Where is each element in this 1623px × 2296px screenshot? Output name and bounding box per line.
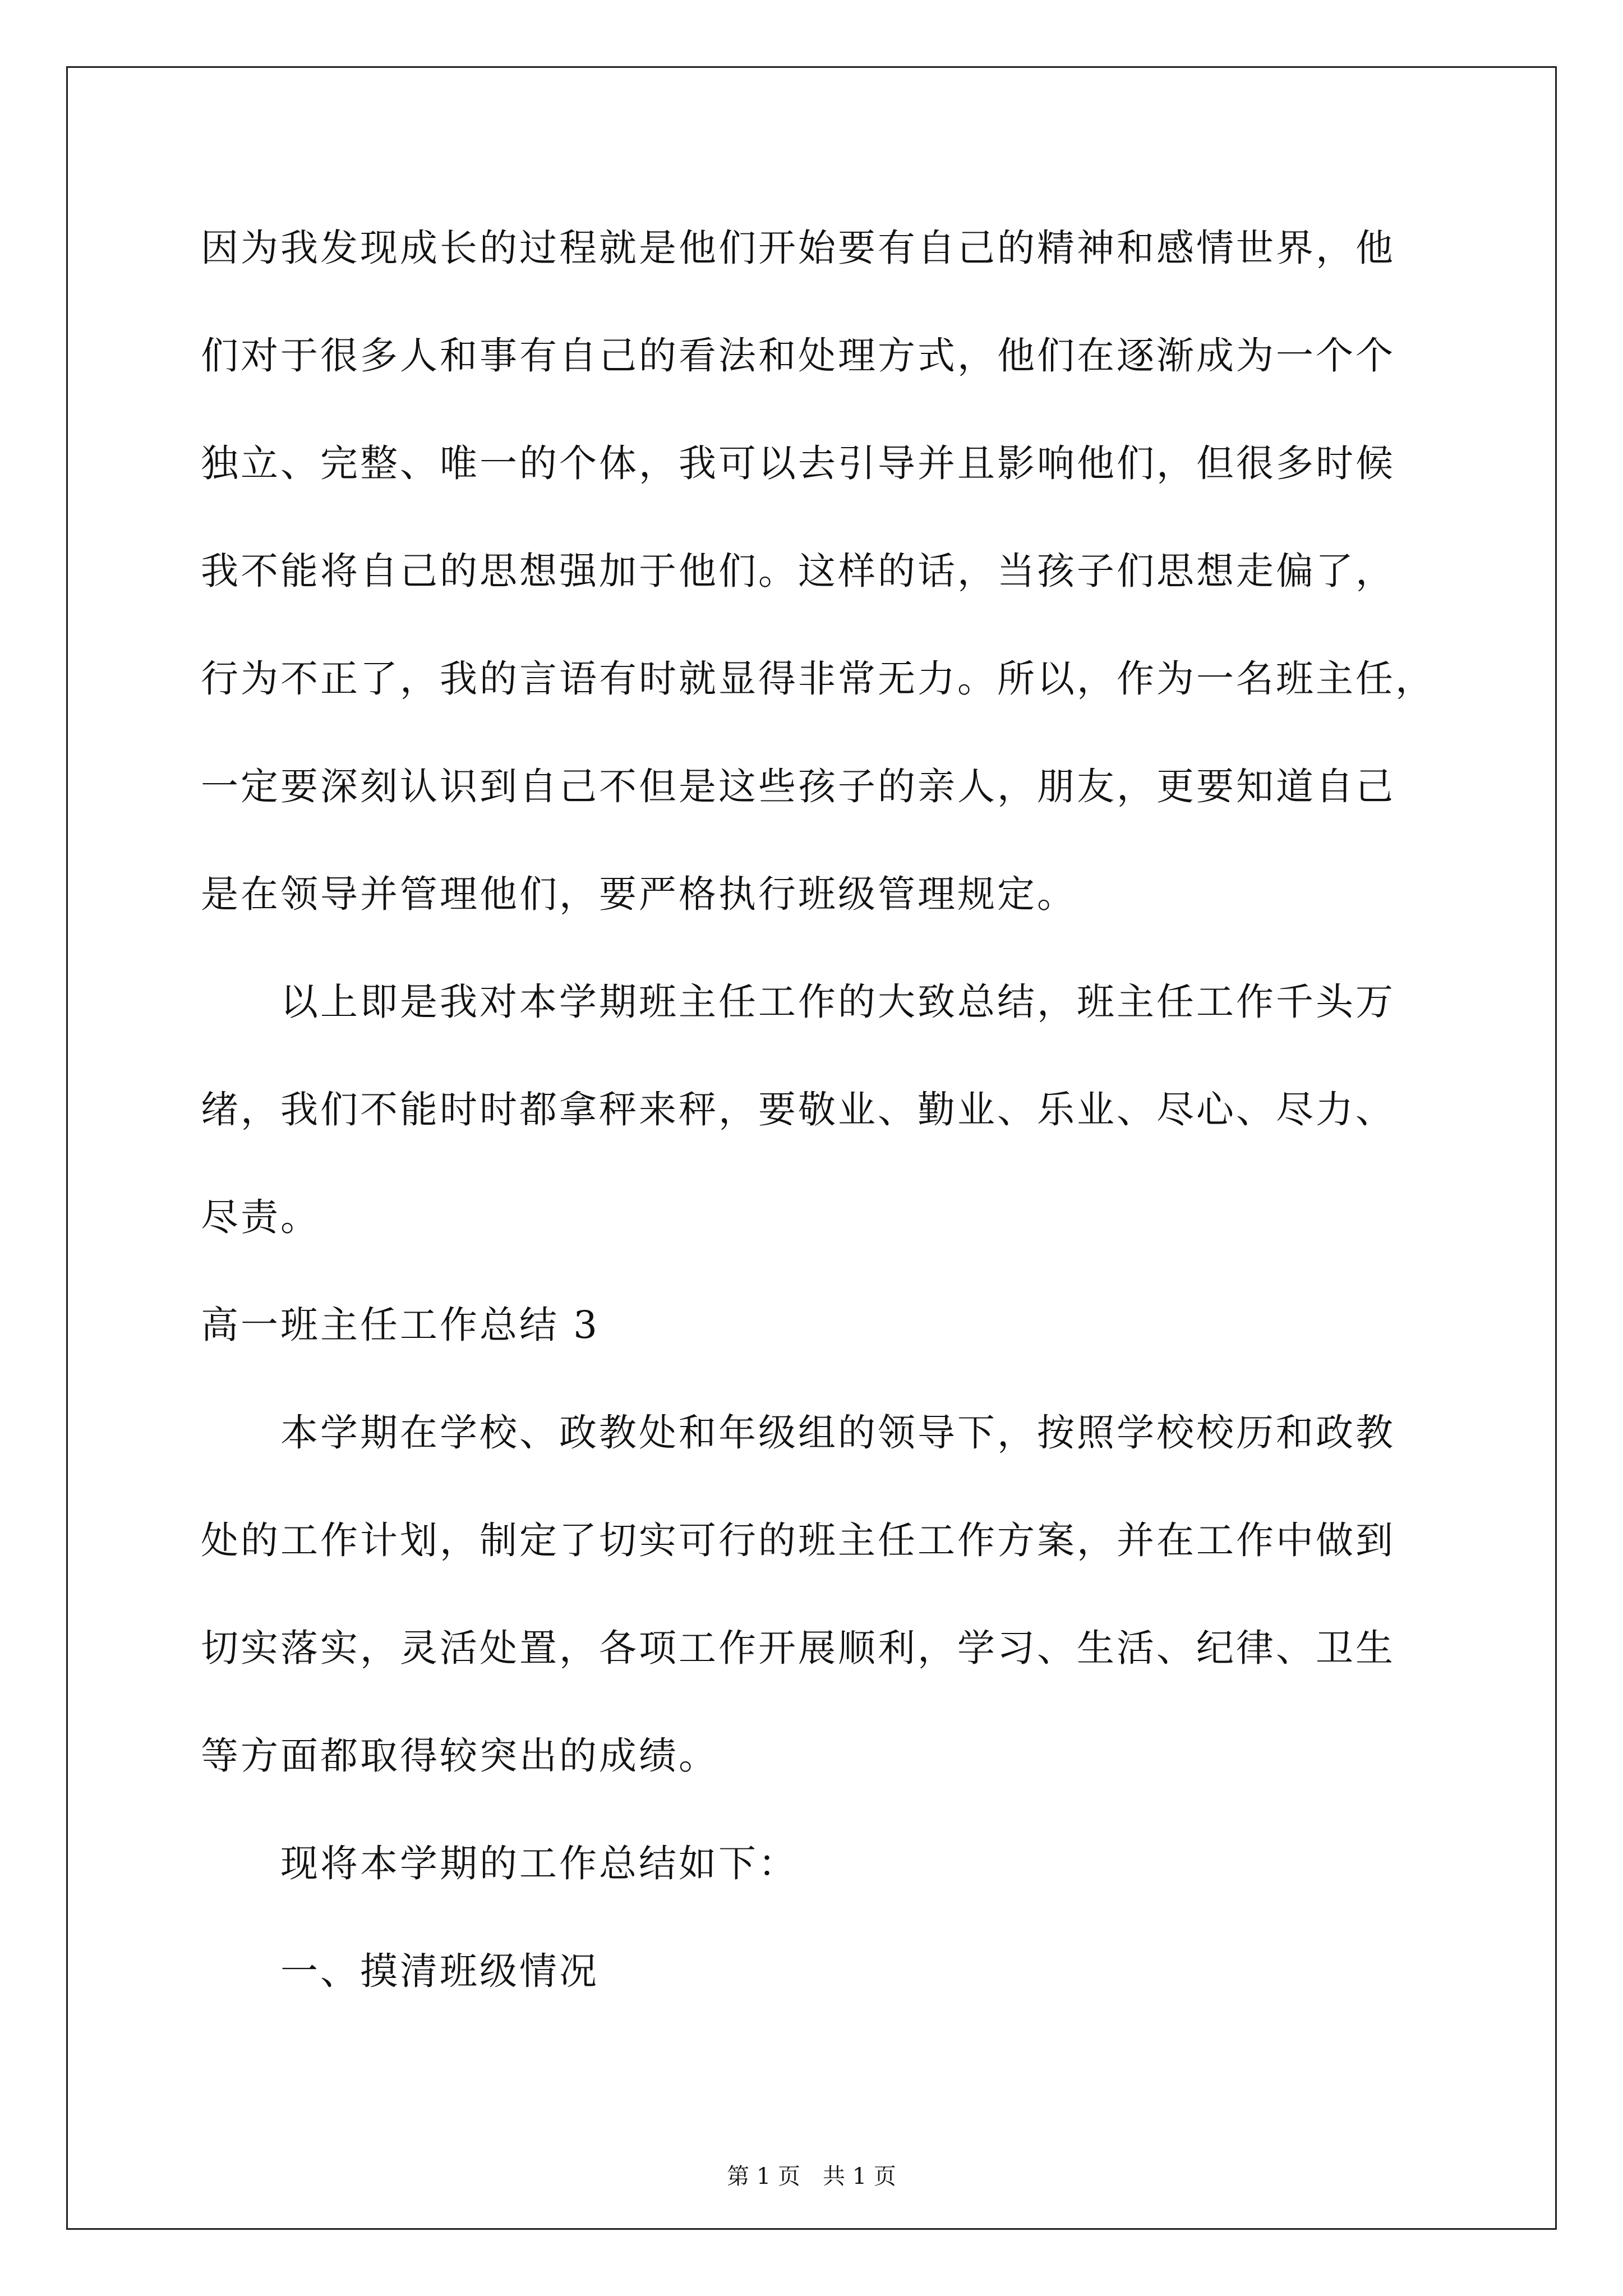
page-footer: 第 1 页 共 1 页 — [727, 2164, 896, 2189]
text-line: 们对于很多人和事有自己的看法和处理方式，他们在逐渐成为一个个 — [201, 334, 1395, 378]
text-line: 以上即是我对本学期班主任工作的大致总结，班主任工作千头万 — [201, 980, 1395, 1024]
text-line: 尽责。 — [201, 1195, 320, 1239]
text-line: 现将本学期的工作总结如下： — [201, 1842, 798, 1885]
text-line: 处的工作计划，制定了切实可行的班主任工作方案，并在工作中做到 — [201, 1519, 1395, 1562]
text-line: 独立、完整、唯一的个体，我可以去引导并且影响他们，但很多时候 — [201, 441, 1395, 485]
text-line: 一、摸清班级情况 — [201, 1949, 599, 1993]
section-heading: 高一班主任工作总结 3 — [201, 1303, 600, 1347]
text-line: 因为我发现成长的过程就是他们开始要有自己的精神和感情世界，他 — [201, 226, 1395, 270]
text-line: 等方面都取得较突出的成绩。 — [201, 1734, 718, 1778]
text-line: 我不能将自己的思想强加于他们。这样的话，当孩子们思想走偏了， — [201, 549, 1395, 593]
text-line: 行为不正了，我的言语有时就显得非常无力。所以，作为一名班主任， — [201, 657, 1435, 701]
text-line: 绪，我们不能时时都拿秤来秤，要敬业、勤业、乐业、尽心、尽力、 — [201, 1088, 1395, 1131]
text-line: 切实落实，灵活处置，各项工作开展顺利，学习、生活、纪律、卫生 — [201, 1626, 1395, 1670]
text-line: 本学期在学校、政教处和年级组的领导下，按照学校校历和政教 — [201, 1411, 1395, 1455]
text-line: 是在领导并管理他们，要严格执行班级管理规定。 — [201, 872, 1077, 916]
text-line: 一定要深刻认识到自己不但是这些孩子的亲人，朋友，更要知道自己 — [201, 765, 1395, 808]
page-border — [66, 66, 1557, 2230]
